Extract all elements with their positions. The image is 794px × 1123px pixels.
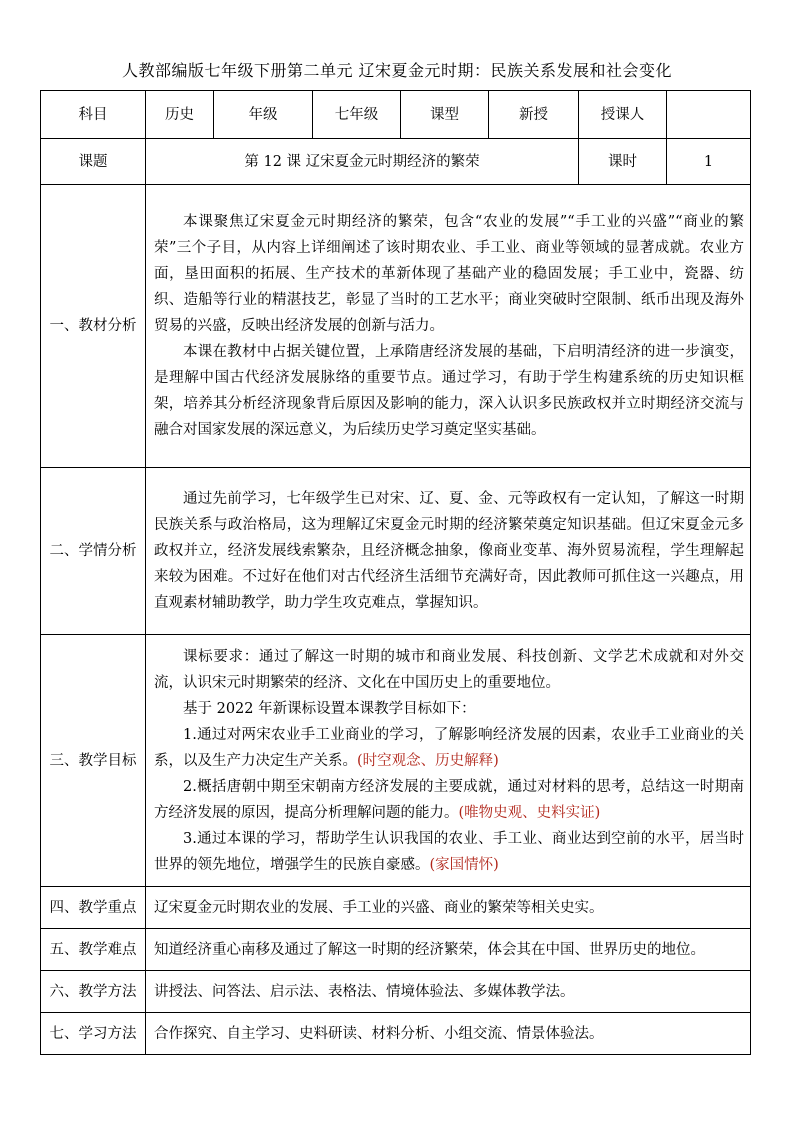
objectives-row [41, 635, 751, 887]
textbook-analysis-label: 一、教材分析 [41, 185, 146, 468]
lesson-label: 课题 [41, 139, 146, 185]
key-points-row [41, 887, 751, 929]
difficulties-label: 五、教学难点 [41, 929, 146, 971]
learning-methods-label: 七、学习方法 [41, 1013, 146, 1055]
curriculum-requirement: 课标要求：通过了解这一时期的城市和商业发展、科技创新、文学艺术成就和对外交流，认识宋元时期繁荣的经济、文化在中国历史上的重要地位。 [154, 648, 744, 691]
student-analysis-row [41, 468, 751, 635]
hours-label: 课时 [579, 139, 667, 185]
header-row [41, 91, 751, 139]
subject-label: 科目 [41, 91, 146, 139]
learning-methods-content: 合作探究、自主学习、史料研读、材料分析、小组交流、情景体验法。 [146, 1013, 751, 1055]
teaching-methods-label: 六、教学方法 [41, 971, 146, 1013]
textbook-analysis-paragraph: 本课在教材中占据关键位置，上承隋唐经济发展的基础，下启明清经济的进一步演变，是理解中国古代经济发展脉络的重要节点。通过学习，有助于学生构建系统的历史知识框架，培养其分析经济现象背后原因及影响的能力，深入认识多民族政权并立时期经济交流与融合对国家发展的深远意义，为后续历史学习奠定坚实基础。 [154, 344, 744, 438]
objectives-content [146, 635, 751, 887]
textbook-analysis-paragraph: 本课聚焦辽宋夏金元时期经济的繁荣，包含“农业的发展”“手工业的兴盛”“商业的繁荣”三个子目，从内容上详细阐述了该时期农业、手工业、商业等领域的显著成就。农业方面，垦田面积的拓展、生产技术的革新体现了基础产业的稳固发展；手工业中，瓷器、纺织、造船等行业的精湛技艺，彰显了当时的工艺水平；商业突破时空限制、纸币出现及海外贸易的兴盛，反映出经济发展的创新与活力。 [154, 214, 744, 334]
objectives-label: 三、教学目标 [41, 635, 146, 887]
student-analysis-paragraph: 通过先前学习，七年级学生已对宋、辽、夏、金、元等政权有一定认知，了解这一时期民族关系与政治格局，这为理解辽宋夏金元时期的经济繁荣奠定知识基础。但辽宋夏金元多政权并立，经济发展线索繁杂，且经济概念抽象，像商业变革、海外贸易流程，学生理解起来较为困难。不过好在他们对古代经济生活细节充满好奇，因此教师可抓住这一兴趣点，用直观素材辅助教学，助力学生攻克难点，掌握知识。 [154, 491, 744, 611]
objective-item: 3.通过本课的学习，帮助学生认识我国的农业、手工业、商业达到空前的水平，居当时世界的领先地位，增强学生的民族自豪感。(家国情怀) [154, 830, 744, 873]
teacher-value [667, 91, 751, 139]
difficulties-content: 知道经济重心南移及通过了解这一时期的经济繁荣，体会其在中国、世界历史的地位。 [146, 929, 751, 971]
key-points-label: 四、教学重点 [41, 887, 146, 929]
lesson-row [41, 139, 751, 185]
student-analysis-content [146, 468, 751, 635]
type-label: 课型 [401, 91, 489, 139]
teaching-methods-row [41, 971, 751, 1013]
key-points-content: 辽宋夏金元时期农业的发展、手工业的兴盛、商业的繁荣等相关史实。 [146, 887, 751, 929]
literacy-tag: (时空观念、历史解释) [357, 752, 499, 769]
teacher-label: 授课人 [579, 91, 667, 139]
objective-item: 2.概括唐朝中期至宋朝南方经济发展的主要成就，通过对材料的思考，总结这一时期南方经济发展的原因，提高分析理解问题的能力。(唯物史观、史料实证) [154, 778, 744, 821]
literacy-tag: (家国情怀) [429, 856, 499, 873]
lesson-title: 第 12 课 辽宋夏金元时期经济的繁荣 [146, 139, 579, 185]
textbook-analysis-content [146, 185, 751, 468]
learning-methods-row [41, 1013, 751, 1055]
teaching-methods-content: 讲授法、问答法、启示法、表格法、情境体验法、多媒体教学法。 [146, 971, 751, 1013]
grade-value: 七年级 [313, 91, 401, 139]
subject-value: 历史 [146, 91, 214, 139]
page-title: 人教部编版七年级下册第二单元 辽宋夏金元时期：民族关系发展和社会变化 [121, 61, 673, 80]
lesson-plan-table [40, 90, 751, 1055]
hours-value: 1 [667, 139, 751, 185]
difficulties-row [41, 929, 751, 971]
grade-label: 年级 [214, 91, 313, 139]
student-analysis-label: 二、学情分析 [41, 468, 146, 635]
textbook-analysis-row [41, 185, 751, 468]
literacy-tag: (唯物史观、史料实证) [458, 804, 601, 821]
type-value: 新授 [489, 91, 579, 139]
objective-item: 1.通过对两宋农业手工业商业的学习，了解影响经济发展的因素，农业手工业商业的关系，以及生产力决定生产关系。(时空观念、历史解释) [154, 726, 744, 769]
objectives-intro: 基于 2022 年新课标设置本课教学目标如下： [183, 700, 476, 717]
